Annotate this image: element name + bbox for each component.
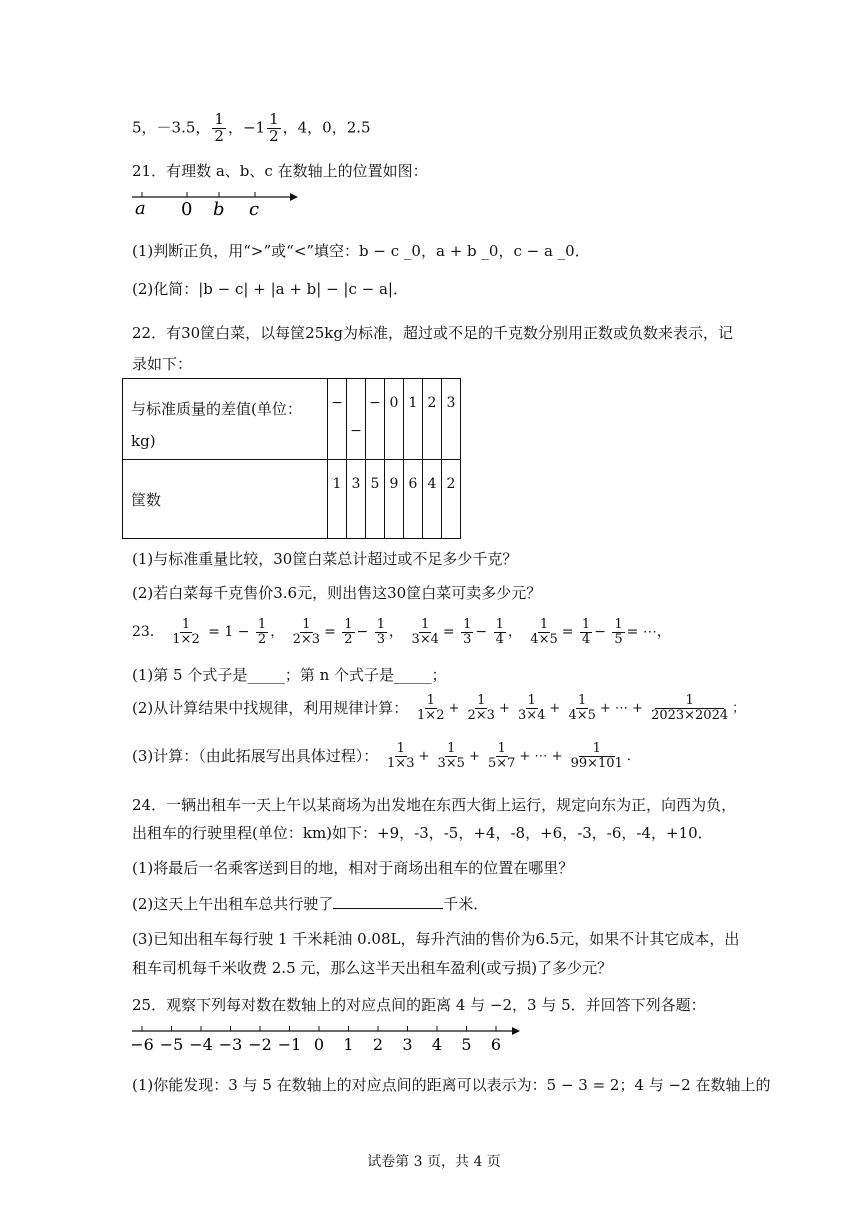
axis-tick-label: 3	[402, 1035, 413, 1054]
q21-part1: (1)判断正负，用“>”或“<”填空：b − c _0，a + b _0，c − a _0．	[132, 242, 590, 260]
axis-tick-label: −5	[159, 1035, 184, 1054]
axis-tick-label: −2	[248, 1035, 272, 1054]
axis-tick-label: −6	[130, 1035, 154, 1054]
fraction-mixed: $\frac{1}{2}$	[269, 110, 279, 145]
axis-tick-label: 5	[461, 1035, 472, 1054]
row1-label: 与标准质量的差值(单位：kg)	[123, 379, 328, 460]
cell: 3	[442, 379, 461, 460]
top-number-list: 5，－3.5， $\frac{1}{2}$ ，−1 $\frac{1}{2}$ ，4，0，2.5	[132, 110, 371, 145]
q22-table	[122, 378, 461, 539]
cell: −	[328, 379, 347, 460]
page-footer: 试卷第 3 页，共 4 页	[367, 1154, 501, 1170]
q21-part2: (2)化简：|b − c| + |a + b| − |c − a|．	[132, 280, 408, 298]
row2-label: 筐数	[123, 460, 328, 539]
axis-tick-label: 6	[490, 1035, 502, 1054]
q23-part3: (3)计算：（由此拓展写出具体过程）： $\frac{1}{1\times 3}$ + $\frac{1}{3\times 5}$ + $\frac{1}{5\times 7}$ + ⋯ + $\frac{1}{99\times 101}$ ．	[132, 741, 640, 771]
cell: 5	[366, 460, 385, 539]
cell: 1	[404, 379, 423, 460]
q24-line1: 24．一辆出租车一天上午以某商场为出发地在东西大街上运行，规定向东为正，向西为负，	[132, 796, 737, 814]
q25-line1: 25．观察下列每对数在数轴上的对应点间的距离 4 与 −2，3 与 5．并回答下列各题：	[132, 996, 706, 1014]
axis-label-0: 0	[181, 199, 193, 220]
cell: 2	[423, 379, 442, 460]
q25-part1: (1)你能发现：3 与 5 在数轴上的对应点间的距离可以表示为：5 − 3 = 2；4 与 −2 在数轴上的	[132, 1076, 771, 1094]
q21-number-line	[130, 188, 300, 222]
q22-part1: (1)与标准重量比较，30筐白菜总计超过或不足多少千克？	[132, 550, 518, 568]
cell: −	[366, 379, 385, 460]
q23-part1: (1)第 5 个式子是_____；第 n 个式子是_____；	[132, 666, 447, 684]
cell: 2	[442, 460, 461, 539]
q23-expressions: 23． $\frac{1}{1\times 2}$ = 1 − $\frac{1}{2}$ ， $\frac{1}{2\times 3}$ = $\frac{1}{2}$ − $\frac{1}{3}$ ， $\frac{1}{3\times 4}$ = $\frac{1}{3}$ − $\frac{1}{4}$ ， $\frac{1}{4\times 5}$ = $\frac{1}{4}$ − $\frac{1}{5}$ = ⋯，	[132, 617, 671, 647]
axis-tick-label: 0	[313, 1035, 325, 1054]
q22-line1: 22．有30筐白菜，以每筐25kg为标准，超过或不足的千克数分别用正数或负数来表示，记	[132, 324, 733, 342]
axis-tick-label: −4	[189, 1035, 213, 1054]
axis-label-c: c	[249, 199, 260, 220]
axis-label-a: a	[135, 198, 146, 219]
q24-part3a: (3)已知出租车每行驶 1 千米耗油 0.08L，每升汽油的售价为6.5元，如果不计其它成本，出	[132, 930, 740, 948]
q24-line2: 出租车的行驶里程(单位：km)如下：+9，-3，-5，+4，-8，+6，-3，-6，-4，+10．	[132, 824, 713, 842]
cell: 4	[423, 460, 442, 539]
fraction-half: $\frac{1}{2}$	[214, 110, 224, 145]
cell: −	[347, 379, 366, 460]
axis-tick-label: 2	[372, 1035, 384, 1054]
q21-title: 21．有理数 a、b、c 在数轴上的位置如图：	[132, 162, 428, 180]
q23-part2: (2)从计算结果中找规律，利用规律计算： $\frac{1}{1\times 2}$ + $\frac{1}{2\times 3}$ + $\frac{1}{3\times 4}$ + $\frac{1}{4\times 5}$ + ⋯ + $\frac{1}{2023\times 2024}$ ；	[132, 693, 746, 723]
answer-blank	[333, 894, 443, 909]
cell: 9	[385, 460, 404, 539]
axis-label-b: b	[213, 199, 225, 220]
q22-part2: (2)若白菜每千克售价3.6元，则出售这30筐白菜可卖多少元？	[132, 584, 542, 602]
axis-tick-label: 4	[431, 1035, 443, 1054]
q24-part3b: 租车司机每千米收费 2.5 元，那么这半天出租车盈利(或亏损)了多少元？	[132, 959, 613, 977]
cell: 6	[404, 460, 423, 539]
axis-tick-label: 1	[343, 1035, 354, 1054]
q24-part2: (2)这天上午出租车总共行驶了 千米．	[132, 895, 489, 913]
q25-number-line	[128, 1022, 528, 1056]
cell: 0	[385, 379, 404, 460]
axis-tick-label: −3	[218, 1035, 243, 1054]
q22-line2: 录如下：	[132, 355, 193, 373]
cell: 3	[347, 460, 366, 539]
axis-tick-label: −1	[277, 1035, 302, 1054]
cell: 1	[328, 460, 347, 539]
q24-part1: (1)将最后一名乘客送到目的地，相对于商场出租车的位置在哪里？	[132, 859, 574, 877]
